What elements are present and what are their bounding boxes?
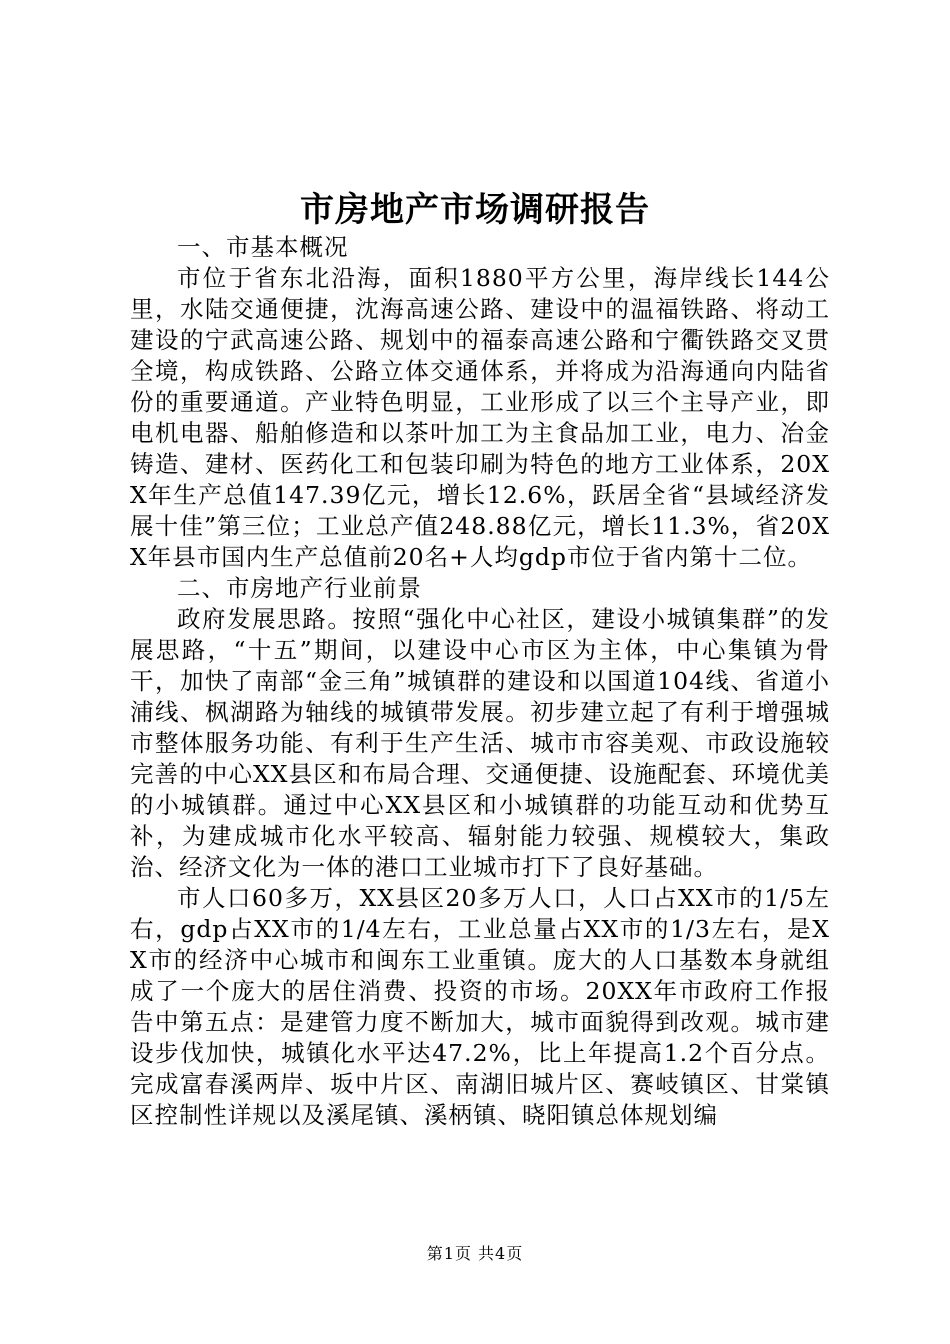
- paragraph-population: 市人口60多万，XX县区20多万人口，人口占XX市的1/5左右，gdp占XX市的1/4左右，工业总量占XX市的1/3左右，是XX市的经济中心城市和闽东工业重镇。庞大的人口基数本身就组成了一个庞大的居住消费、投资的市场。20XX年市政府工作报告中第五点：是建管力度不断加大，城市面貌得到改观。城市建设步伐加快，城镇化水平达47.2%，比上年提高1.2个百分点。完成富春溪两岸、坂中片区、南湖旧城片区、赛岐镇区、甘棠镇区控制性详规以及溪尾镇、溪柄镇、晓阳镇总体规划编: [130, 884, 830, 1129]
- section-heading-prospects: 二、市房地产行业前景: [177, 574, 422, 602]
- paragraph-government-plan: 政府发展思路。按照“强化中心社区，建设小城镇集群”的发展思路，“十五”期间，以建设中心市区为主体，中心集镇为骨干，加快了南部“金三角”城镇群的建设和以国道104线、省道小浦线、枫湖路为轴线的城镇带发展。初步建立起了有利于增强城市整体服务功能、有利于生产生活、城市市容美观、市政设施较完善的中心XX县区和布局合理、交通便捷、设施配套、环境优美的小城镇群。通过中心XX县区和小城镇群的功能互动和优势互补，为建成城市化水平较高、辐射能力较强、规模较大，集政治、经济文化为一体的港口工业城市打下了良好基础。: [130, 605, 830, 881]
- document-title: 市房地产市场调研报告: [300, 190, 650, 230]
- section-heading-overview: 一、市基本概况: [177, 233, 349, 261]
- page-number-footer: 第1页 共4页: [426, 1244, 524, 1263]
- paragraph-overview: 市位于省东北沿海，面积1880平方公里，海岸线长144公里，水陆交通便捷，沈海高速公路、建设中的温福铁路、将动工建设的宁武高速公路、规划中的福泰高速公路和宁衢铁路交叉贯全境，构成铁路、公路立体交通体系，并将成为沿海通向内陆省份的重要通道。产业特色明显，工业形成了以三个主导产业，即电机电器、船舶修造和以茶叶加工为主食品加工业，电力、冶金铸造、建材、医药化工和包装印刷为特色的地方工业体系，20XX年生产总值147.39亿元，增长12.6%，跃居全省“县域经济发展十佳”第三位；工业总产值248.88亿元，增长11.3%，省20XX年县市国内生产总值前20名+人均gdp市位于省内第十二位。: [130, 264, 830, 571]
- document-body: [130, 232, 830, 1131]
